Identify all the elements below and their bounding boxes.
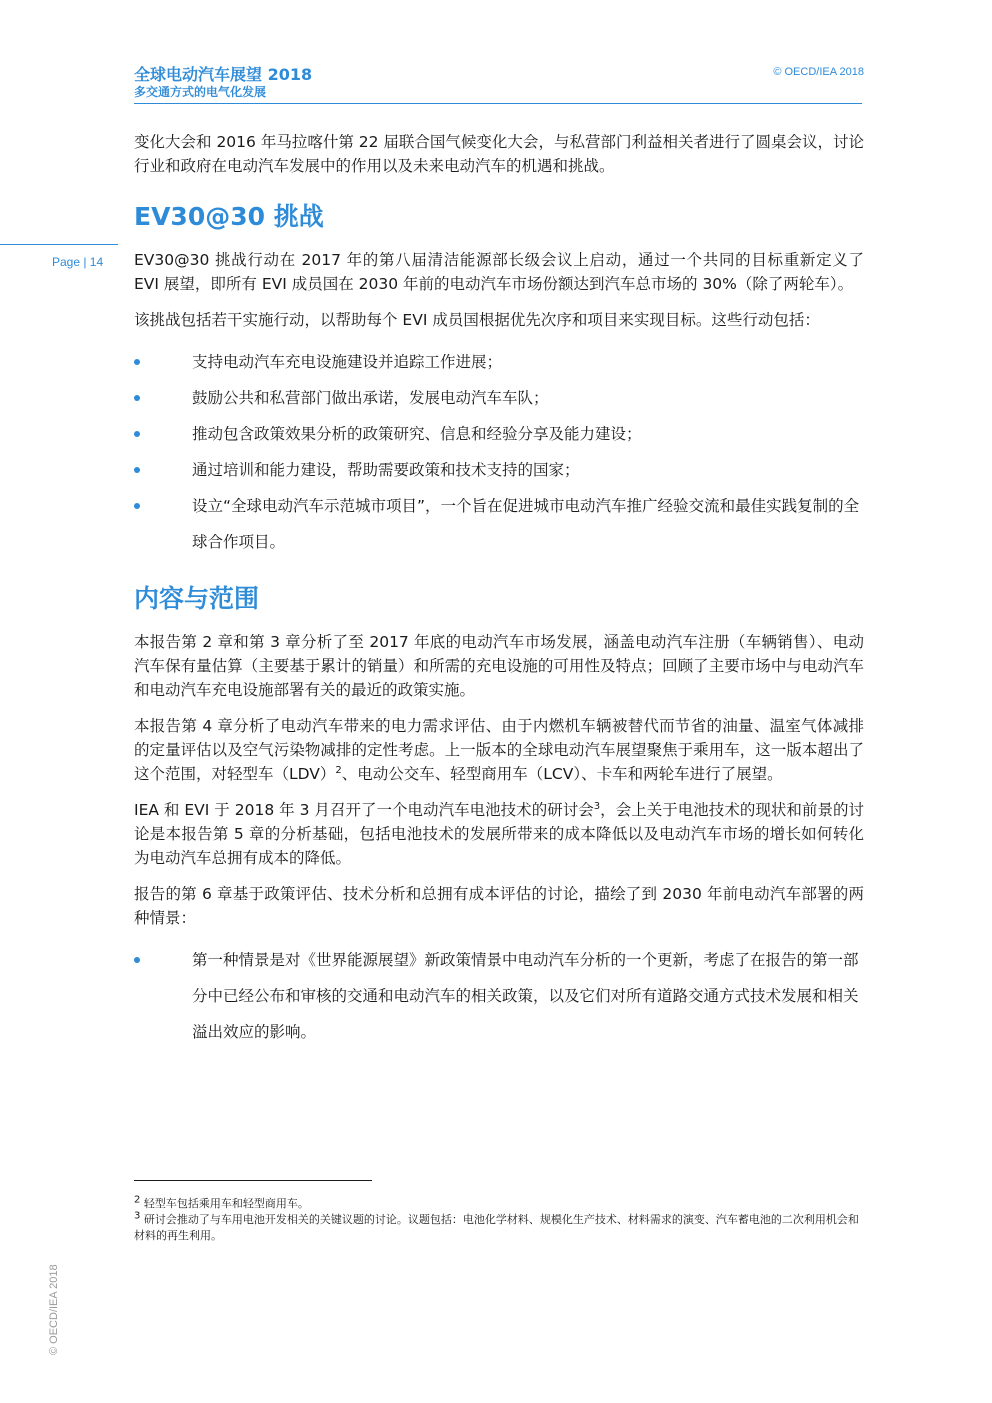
report-subtitle: 多交通方式的电气化发展	[134, 85, 267, 99]
list-item	[134, 380, 864, 416]
list-item-text: 鼓励公共和私营部门做出承诺，发展电动汽车车队；	[192, 389, 549, 407]
scope-paragraph-3-text-a: IEA 和 EVI 于 2018 年 3 月召开了一个电动汽车电池技术的研讨会	[134, 801, 594, 819]
scope-paragraph-3-text-b: ，会上关于电池技术的现状和前景的讨论是本报告第 5 章的分析基础，包括电池技术的发展所带来的成本降低以及电动汽车市场的增长如何转化为电动汽车总拥有成本的降低。	[134, 801, 864, 867]
page-number: Page | 14	[52, 255, 104, 269]
footnote-ref-2[interactable]: 2	[335, 764, 342, 776]
ev3030-paragraph-1: EV30@30 挑战行动在 2017 年的第八届清洁能源部长级会议上启动，通过一个共同的目标重新定义了 EVI 展望，即所有 EVI 成员国在 2030 年前的电动汽车市场份额达到汽车总市场的 30%（除了两轮车）。	[134, 251, 864, 293]
footnote-3	[134, 1212, 864, 1244]
footnote-mark: 2	[134, 1194, 141, 1206]
scope-paragraph-1: 本报告第 2 章和第 3 章分析了至 2017 年底的电动汽车市场发展，涵盖电动汽车注册（车辆销售）、电动汽车保有量估算（主要基于累计的销量）和所需的充电设施的可用性及特点；回顾了主要市场中与电动汽车和电动汽车充电设施部署有关的最近的政策实施。	[134, 633, 864, 699]
list-item-text: 推动包含政策效果分析的政策研究、信息和经验分享及能力建设；	[192, 425, 642, 443]
ev3030-paragraph-2: 该挑战包括若干实施行动，以帮助每个 EVI 成员国根据优先次序和项目来实现目标。这些行动包括：	[134, 311, 820, 329]
main-content	[134, 130, 864, 1064]
list-item	[134, 942, 864, 1050]
bullet-icon	[134, 395, 140, 401]
footnotes	[134, 1196, 864, 1244]
action-list	[134, 344, 864, 560]
bullet-icon	[134, 957, 140, 963]
bullet-icon	[134, 467, 140, 473]
scope-paragraph-3	[134, 798, 864, 870]
scope-paragraph-4: 报告的第 6 章基于政策评估、技术分析和总拥有成本评估的讨论，描绘了到 2030 年前电动汽车部署的两种情景：	[134, 885, 864, 927]
side-copyright: © OECD/IEA 2018	[48, 1264, 60, 1355]
footnote-divider	[134, 1180, 372, 1181]
list-item	[134, 488, 864, 560]
bullet-icon	[134, 359, 140, 365]
scope-paragraph-2	[134, 714, 864, 786]
list-item	[134, 344, 864, 380]
footnote-text: 研讨会推动了与车用电池开发相关的关键议题的讨论。议题包括：电池化学材料、规模化生产技术、材料需求的演变、汽车蓄电池的二次利用机会和材料的再生利用。	[134, 1213, 859, 1242]
footnote-mark: 3	[134, 1210, 141, 1222]
list-item-text: 第一种情景是对《世界能源展望》新政策情景中电动汽车分析的一个更新，考虑了在报告的第一部分中已经公布和审核的交通和电动汽车的相关政策，以及它们对所有道路交通方式技术发展和相关溢出效应的影响。	[192, 951, 859, 1041]
bullet-icon	[134, 503, 140, 509]
section-heading-scope: 内容与范围	[134, 584, 260, 613]
scope-paragraph-2-text-b: 、电动公交车、轻型商用车（LCV）、卡车和两轮车进行了展望。	[341, 765, 783, 783]
list-item-text: 设立“全球电动汽车示范城市项目”，一个旨在促进城市电动汽车推广经验交流和最佳实践复制的全球合作项目。	[192, 497, 860, 551]
list-item	[134, 416, 864, 452]
footnote-ref-3[interactable]: 3	[593, 800, 601, 812]
header-copyright: © OECD/IEA 2018	[773, 66, 864, 78]
report-title: 全球电动汽车展望 2018	[134, 65, 313, 84]
section-heading-ev3030: EV30@30 挑战	[134, 202, 324, 231]
intro-paragraph: 变化大会和 2016 年马拉喀什第 22 届联合国气候变化大会，与私营部门利益相关者进行了圆桌会议，讨论行业和政府在电动汽车发展中的作用以及未来电动汽车的机遇和挑战。	[134, 133, 864, 175]
footnote-2	[134, 1196, 864, 1212]
footnote-text: 轻型车包括乘用车和轻型商用车。	[143, 1197, 309, 1210]
scenario-list	[134, 942, 864, 1050]
page-marker-divider	[0, 244, 118, 245]
scope-paragraph-2-text-a: 本报告第 4 章分析了电动汽车带来的电力需求评估、由于内燃机车辆被替代而节省的油量、温室气体减排的定量评估以及空气污染物减排的定性考虑。上一版本的全球电动汽车展望聚焦于乘用车，这一版本超出了这个范围，对轻型车（LDV）	[134, 717, 864, 783]
list-item-text: 通过培训和能力建设，帮助需要政策和技术支持的国家；	[192, 461, 580, 479]
list-item-text: 支持电动汽车充电设施建设并追踪工作进展；	[192, 353, 503, 371]
list-item	[134, 452, 864, 488]
header-divider	[134, 103, 862, 104]
bullet-icon	[134, 431, 140, 437]
